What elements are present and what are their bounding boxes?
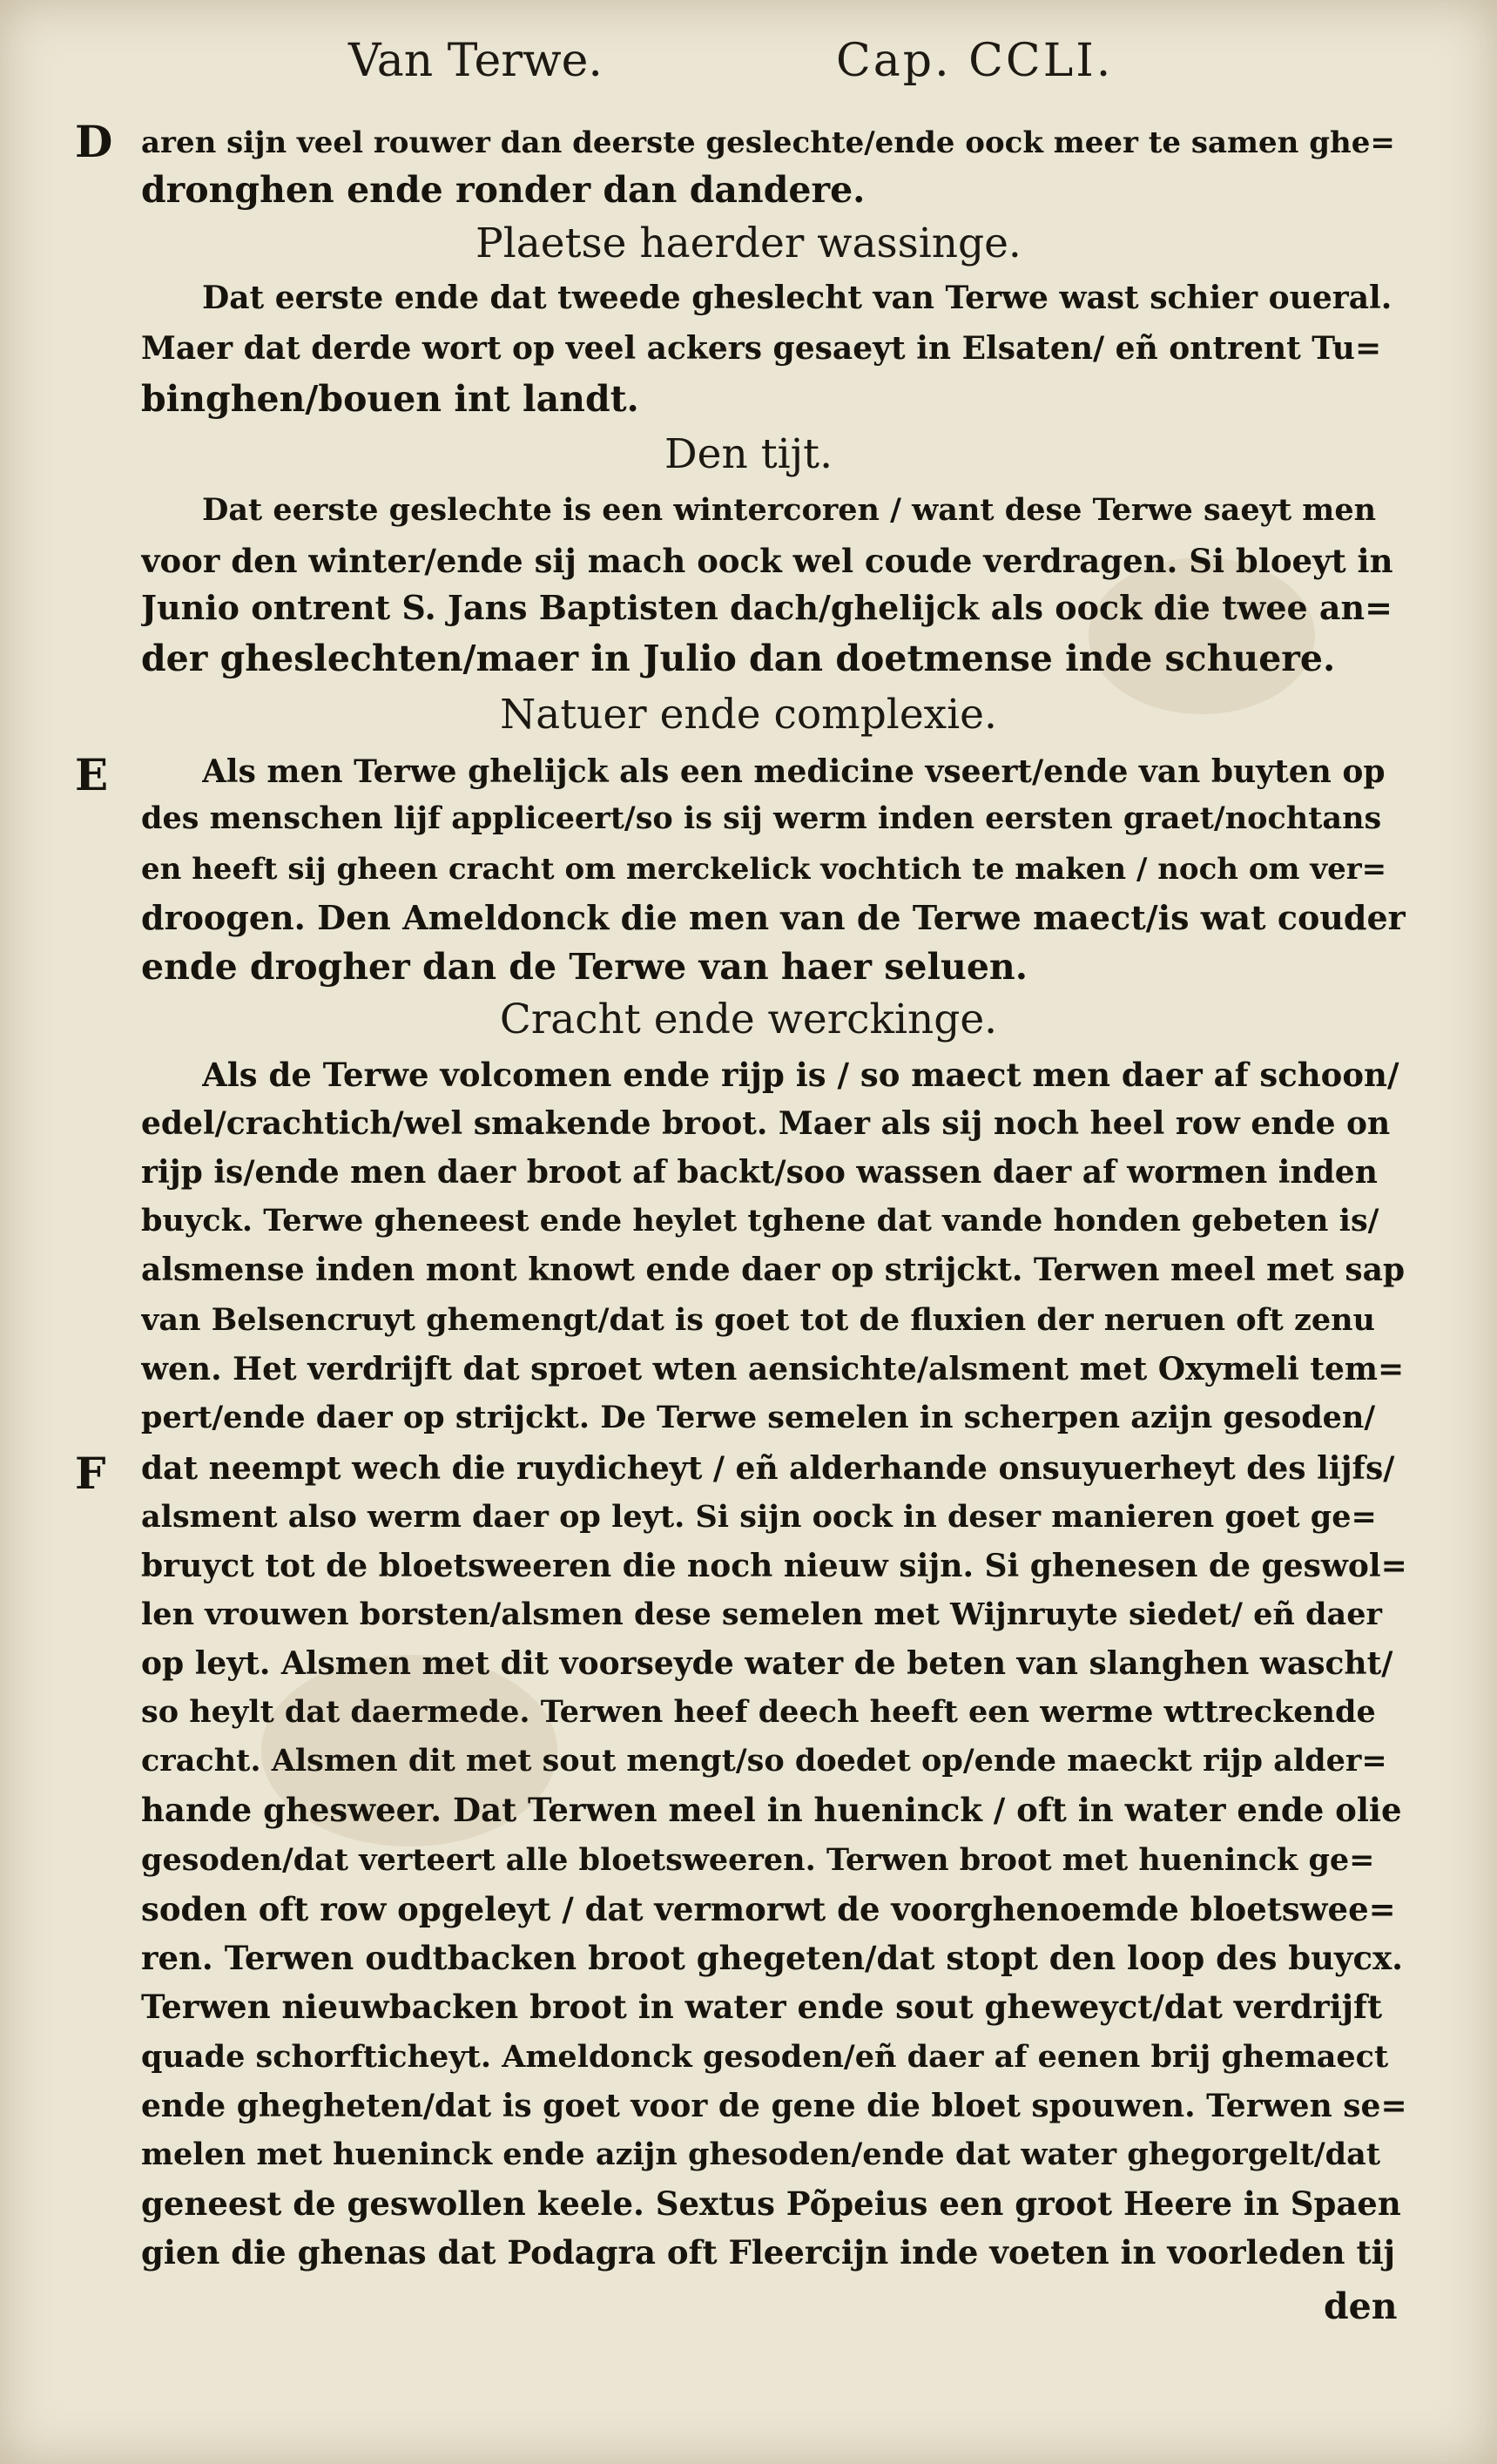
margin-marker-e: E	[75, 749, 109, 800]
text-line: soden oft row opgeleyt / dat vermorwt de voorghenoemde bloetswee=	[141, 1890, 1396, 1928]
text-line: op leyt. Alsmen met dit voorseyde water de beten van slanghen wascht/	[141, 1645, 1393, 1682]
running-header	[348, 35, 1219, 96]
text-line: droogen. Den Ameldonck die men van de Terwe maect/is wat couder	[141, 898, 1406, 937]
section-heading-nature: Natuer ende complexie.	[500, 691, 997, 739]
text-line: dat neempt wech die ruydicheyt / eñ alderhande onsuyuerheyt des lijfs/	[141, 1450, 1395, 1487]
text-line: Terwen nieuwbacken broot in water ende sout gheweyct/dat verdrijft	[141, 1988, 1383, 2026]
margin-marker-f: F	[75, 1448, 106, 1499]
text-line: geneest de geswollen keele. Sextus Põpeius een groot Heere in Spaen	[141, 2184, 1401, 2223]
text-line: bruyct tot de bloetsweeren die noch nieuw sijn. Si ghenesen de geswol=	[141, 1548, 1407, 1584]
text-line: hande ghesweer. Dat Terwen meel in hueninck / oft in water ende olie	[141, 1791, 1402, 1829]
text-line: ende ghegheten/dat is goet voor de gene die bloet spouwen. Terwen se=	[141, 2088, 1407, 2124]
text-line: alsment also werm daer op leyt. Si sijn oock in deser manieren goet ge=	[141, 1499, 1377, 1535]
text-line: gesoden/dat verteert alle bloetsweeren. Terwen broot met hueninck ge=	[141, 1842, 1375, 1878]
text-line: en heeft sij gheen cracht om merckelick vochtich te maken / noch om ver=	[141, 852, 1387, 887]
section-heading-time: Den tijt.	[664, 430, 833, 478]
text-line: van Belsencruyt ghemengt/dat is goet tot de fluxien der neruen oft zenu	[141, 1302, 1375, 1338]
text-line: ren. Terwen oudtbacken broot ghegeten/dat stopt den loop des buycx.	[141, 1939, 1404, 1977]
text-line: dronghen ende ronder dan dandere.	[141, 169, 866, 211]
text-line: binghen/bouen int landt.	[141, 378, 639, 420]
text-line: voor den winter/ende sij mach oock wel coude verdragen. Si bloeyt in	[141, 542, 1393, 580]
text-line: Dat eerste geslechte is een wintercoren / want dese Terwe saeyt men	[202, 492, 1377, 528]
text-line: Dat eerste ende dat tweede gheslecht van Terwe wast schier oueral.	[202, 280, 1392, 316]
text-line: quade schorfticheyt. Ameldonck gesoden/eñ daer af eenen brij ghemaect	[141, 2039, 1389, 2075]
text-line: pert/ende daer op strijckt. De Terwe semelen in scherpen azijn gesoden/	[141, 1400, 1376, 1435]
text-line: Maer dat derde wort op veel ackers gesaeyt in Elsaten/ eñ ontrent Tu=	[141, 330, 1382, 367]
text-line: alsmense inden mont knowt ende daer op strijckt. Terwen meel met sap	[141, 1252, 1406, 1288]
text-line: len vrouwen borsten/alsmen dese semelen met Wijnruyte siedet/ eñ daer	[141, 1597, 1382, 1632]
text-line: so heylt dat daermede. Terwen heef deech heeft een werme wttreckende	[141, 1694, 1376, 1730]
section-heading-power: Cracht ende werckinge.	[499, 996, 998, 1043]
text-line: Als men Terwe ghelijck als een medicine vseert/ende van buyten op	[202, 753, 1386, 790]
text-line: edel/crachtich/wel smakende broot. Maer als sij noch heel row ende on	[141, 1105, 1391, 1142]
text-line: cracht. Alsmen dit met sout mengt/so doedet op/ende maeckt rijp alder=	[141, 1743, 1387, 1779]
text-line: buyck. Terwe gheneest ende heylet tghene dat vande honden gebeten is/	[141, 1203, 1379, 1239]
text-line: melen met hueninck ende azijn ghesoden/ende dat water ghegorgelt/dat	[141, 2137, 1381, 2172]
text-line: Junio ontrent S. Jans Baptisten dach/ghelijck als oock die twee an=	[141, 588, 1393, 627]
text-line: gien die ghenas dat Podagra oft Fleercijn inde voeten in voorleden tij	[141, 2233, 1396, 2272]
text-line: ende drogher dan de Terwe van haer seluen.	[141, 946, 1028, 988]
text-line: der gheslechten/maer in Julio dan doetmense inde schuere.	[141, 638, 1336, 679]
chapter-number: Cap. CCLI.	[836, 35, 1114, 87]
page-title: Van Terwe.	[348, 35, 603, 87]
text-line: wen. Het verdrijft dat sproet wten aensichte/alsment met Oxymeli tem=	[141, 1351, 1405, 1387]
text-line: rijp is/ende men daer broot af backt/soo wassen daer af wormen inden	[141, 1154, 1378, 1191]
section-heading-place: Plaetse haerder wassinge.	[475, 219, 1022, 267]
text-line: Als de Terwe volcomen ende rijp is / so maect men daer af schoon/	[202, 1056, 1399, 1094]
catchword: den	[1324, 2285, 1398, 2327]
text-line: des menschen lijf appliceert/so is sij werm inden eersten graet/nochtans	[141, 800, 1382, 836]
margin-marker-d: D	[75, 116, 113, 167]
text-line: aren sijn veel rouwer dan deerste geslechte/ende oock meer te samen ghe=	[141, 125, 1395, 160]
